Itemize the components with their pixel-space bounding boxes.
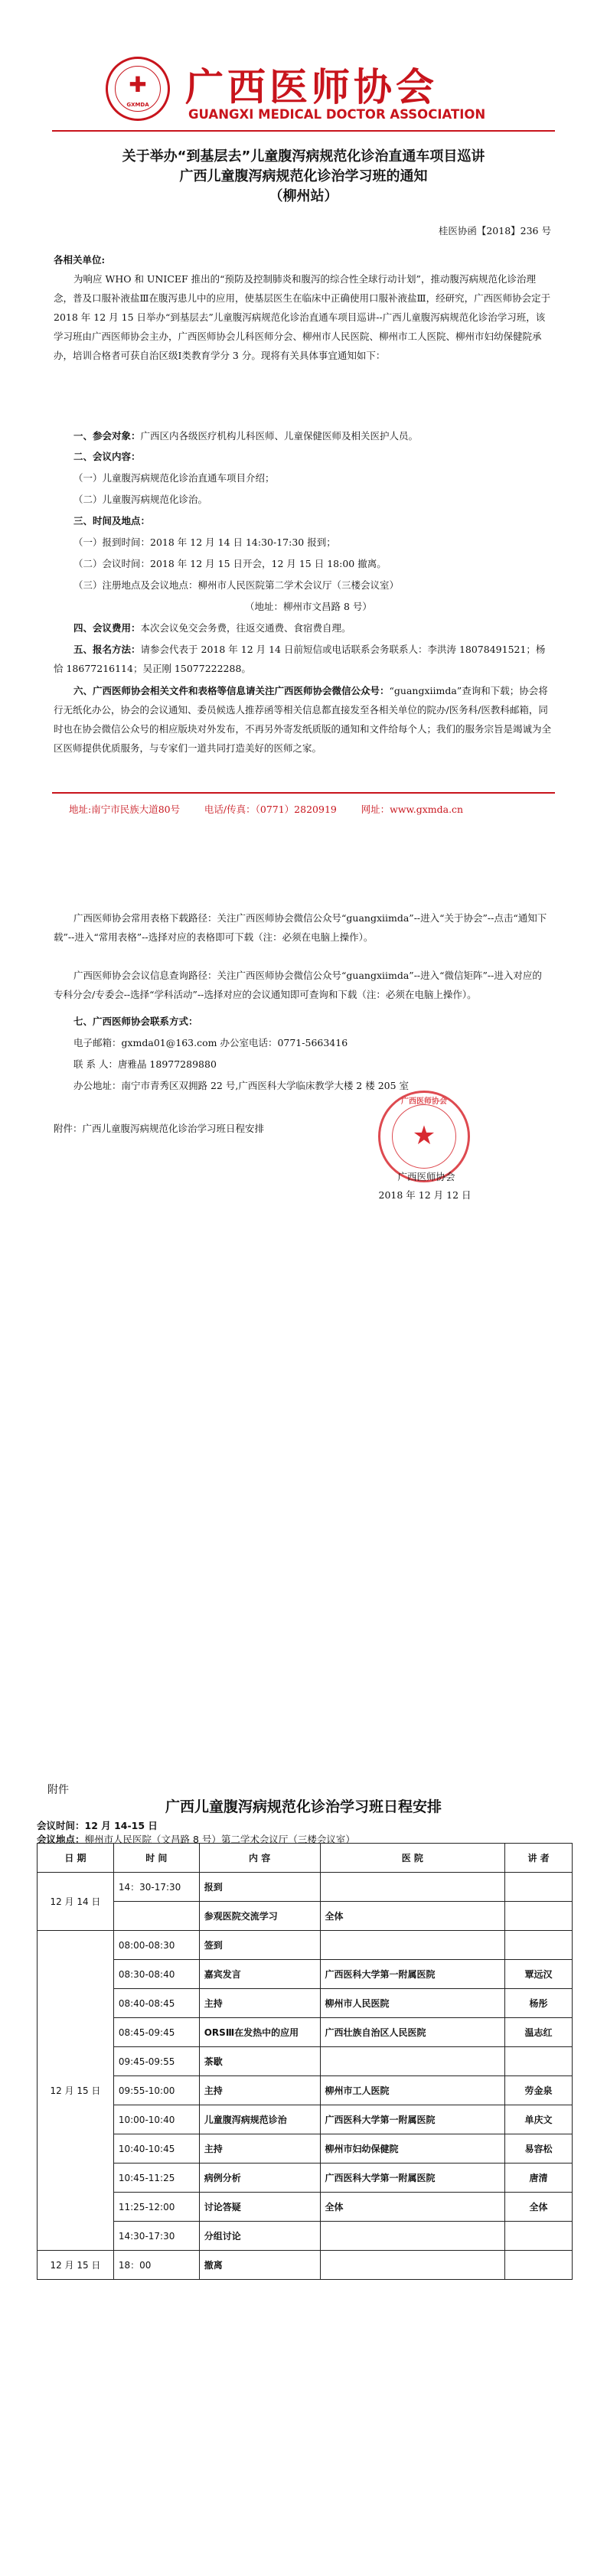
section-fees-label: 四、会议费用：: [73, 622, 141, 634]
cell-speaker: [505, 2251, 573, 2280]
cell-content: 儿童腹泻病规范诊治: [199, 2105, 320, 2134]
table-row: [38, 2222, 573, 2251]
table-row: [38, 2134, 573, 2164]
table-row: [38, 2105, 573, 2134]
cell-hospital: 广西医科大学第一附属医院: [320, 1960, 505, 1989]
cell-time: 10:45-11:25: [113, 2164, 199, 2193]
cell-hospital: [320, 2047, 505, 2076]
cell-time: 09:55-10:00: [113, 2076, 199, 2105]
cell-time: 10:00-10:40: [113, 2105, 199, 2134]
cell-speaker: 唐清: [505, 2164, 573, 2193]
schedule-title: 广西儿童腹泻病规范化诊治学习班日程安排: [165, 1798, 442, 1815]
section-wechat: [54, 681, 551, 758]
section-registration-label: 五、报名方法：: [73, 644, 141, 655]
cell-speaker: 劳金泉: [505, 2076, 573, 2105]
cell-content: 报到: [199, 1873, 320, 1902]
cell-time: 08:40-08:45: [113, 1989, 199, 2018]
cell-content: 茶歇: [199, 2047, 320, 2076]
intro-paragraph: 为响应 WHO 和 UNICEF 推出的“预防及控制肺炎和腹泻的综合性全球行动计划”，推动腹泻病规范化诊治理念，普及口服补液盐Ⅲ在腹泻患儿中的应用，使基层医生在临床中正确使用口服补液盐Ⅲ，经研究，广西医师协会定于 2018 年 12 月 15 日举办“到基层去”儿童腹泻病规范化诊治直通车项目巡讲--广西儿童腹泻病规范化诊治学习班，该学习班由广西医师协会主办，广西医师协会儿科医师分会、柳州市人民医院、柳州市工人医院、柳州市妇幼保健院承办，培训合格者可获自治区级Ⅰ类教育学分 3 分。现将有关具体事宜通知如下：: [54, 273, 551, 361]
cell-content: 签到: [199, 1931, 320, 1960]
cell-time: 14:30-17:30: [113, 2222, 199, 2251]
content-item-2: （二）儿童腹泻病规范化诊治。: [73, 494, 208, 505]
cell-time: 18：00: [113, 2251, 199, 2280]
section-time-label: 三、时间及地点：: [73, 515, 151, 527]
content-item-1: （一）儿童腹泻病规范化诊治直通车项目介绍；: [73, 472, 275, 484]
section-wechat-text: “guangxiimda”查询和下载；协会将行无纸化办公，协会的会议通知、委员候选人推荐函等相关信息都直接发至各相关单位的院办/医务科/医教科邮箱，同时也在协会微信公众号的相应版块对外发布，不再另外寄发纸质版的通知和文件给每个人；我们的服务宗旨是竭诚为全区医师提供优质服务，与专家们一道共同打造美好的医师之家。: [54, 685, 552, 754]
cell-speaker: [505, 2222, 573, 2251]
cell-content: 嘉宾发言: [199, 1960, 320, 1989]
document-number: 桂医协函【2018】236 号: [438, 225, 551, 236]
contact-email-phone: 电子邮箱：gxmda01@163.com 办公室电话：0771-5663416: [73, 1037, 348, 1048]
table-row: [38, 1873, 573, 1902]
section-fees: [54, 618, 551, 637]
col-header-speaker: 讲 者: [505, 1844, 573, 1873]
cell-time: 14：30-17:30: [113, 1873, 199, 1902]
cell-content: 主持: [199, 1989, 320, 2018]
cell-time: 08:45-09:45: [113, 2018, 199, 2047]
cell-content: 撤离: [199, 2251, 320, 2280]
cell-time: 09:45-09:55: [113, 2047, 199, 2076]
table-row: [38, 2076, 573, 2105]
schedule-body: [38, 1873, 573, 2280]
cell-hospital: 柳州市妇幼保健院: [320, 2134, 505, 2164]
cell-hospital: 全体: [320, 2193, 505, 2222]
cell-date: 12 月 14 日: [38, 1873, 114, 1931]
col-header-date: 日 期: [38, 1844, 114, 1873]
footer-divider: [52, 792, 555, 794]
col-header-hospital: 医 院: [320, 1844, 505, 1873]
signature-date: 2018 年 12 月 12 日: [378, 1189, 472, 1201]
notice-title-line1: 关于举办“到基层去”儿童腹泻病规范化诊治直通车项目巡讲: [122, 148, 485, 165]
meeting-place: 柳州市人民医院（文昌路 8 号）第二学术会议厅（三楼会议室）: [84, 1834, 355, 1845]
cell-speaker: 杨彤: [505, 1989, 573, 2018]
table-row: [38, 1931, 573, 1960]
schedule-table: [37, 1843, 573, 2280]
logo-emblem-icon: ✚: [129, 72, 147, 97]
section-wechat-label: 六、广西医师协会相关文件和表格等信息请关注广西医师协会微信公众号：: [73, 685, 390, 696]
signature-org: 广西医师协会: [397, 1171, 455, 1182]
section-registration-text: 请参会代表于 2018 年 12 月 14 日前短信或电话联系会务联系人：李洪涛 18078491521；杨恰 18677216114；吴正刚 15077222288。: [54, 644, 546, 674]
footer-contact-bar: 地址:南宁市民族大道80号 电话/传真：（0771）2820919 网址：www.gxmda.cn: [69, 804, 464, 815]
schedule-header-row: [38, 1844, 573, 1873]
cell-time: 08:00-08:30: [113, 1931, 199, 1960]
cell-date: 12 月 15 日: [38, 1931, 114, 2251]
venue-address: （地址：柳州市文昌路 8 号）: [245, 601, 372, 612]
col-header-time: 时 间: [113, 1844, 199, 1873]
association-name-cn: 广西医师协会: [185, 64, 438, 109]
section-participants-label: 一、参会对象：: [73, 430, 141, 442]
meeting-time: 会议时间：12 月 14-15 日: [37, 1820, 158, 1831]
attachment-label: 附件: [47, 1784, 69, 1796]
notice-title-line3: （柳州站）: [269, 188, 338, 204]
section-registration: [54, 640, 551, 678]
table-row: [38, 2164, 573, 2193]
cell-content: ORSⅢ在发热中的应用: [199, 2018, 320, 2047]
section-participants-text: 广西区内各级医疗机构儿科医师、儿童保健医师及相关医护人员。: [140, 430, 419, 442]
section-fees-text: 本次会议免交会务费，往返交通费、食宿费自理。: [140, 622, 351, 634]
cell-content: 分组讨论: [199, 2222, 320, 2251]
cell-hospital: [320, 1931, 505, 1960]
cell-hospital: [320, 2222, 505, 2251]
cell-hospital: [320, 1873, 505, 1902]
cell-speaker: 温志红: [505, 2018, 573, 2047]
time-item-1: （一）报到时间：2018 年 12 月 14 日 14:30-17:30 报到；: [73, 536, 336, 548]
salutation: 各相关单位:: [54, 254, 106, 266]
cell-hospital: 广西壮族自治区人民医院: [320, 2018, 505, 2047]
cell-hospital: [320, 2251, 505, 2280]
col-header-content: 内 容: [199, 1844, 320, 1873]
cell-speaker: 单庆文: [505, 2105, 573, 2134]
cell-content: 病例分析: [199, 2164, 320, 2193]
table-row: [38, 1902, 573, 1931]
cell-hospital: 全体: [320, 1902, 505, 1931]
cell-speaker: 全体: [505, 2193, 573, 2222]
cell-date: 12 月 15 日: [38, 2251, 114, 2280]
cell-time: 10:40-10:45: [113, 2134, 199, 2164]
header-divider: [52, 130, 555, 132]
cell-time: [113, 1902, 199, 1931]
cell-content: 主持: [199, 2076, 320, 2105]
table-row: [38, 2018, 573, 2047]
cell-content: 参观医院交流学习: [199, 1902, 320, 1931]
cell-content: 主持: [199, 2134, 320, 2164]
meeting-place-label: 会议地点：: [37, 1834, 85, 1845]
cell-speaker: 易容松: [505, 2134, 573, 2164]
section-contact-label: 七、广西医师协会联系方式：: [73, 1016, 198, 1027]
cell-hospital: 柳州市人民医院: [320, 1989, 505, 2018]
cell-content: 讨论答疑: [199, 2193, 320, 2222]
section-content-label: 二、会议内容：: [73, 451, 141, 462]
table-row: [38, 2047, 573, 2076]
cell-time: 11:25-12:00: [113, 2193, 199, 2222]
cell-time: 08:30-08:40: [113, 1960, 199, 1989]
attachment-note: 附件：广西儿童腹泻病规范化诊治学习班日程安排: [54, 1123, 265, 1134]
table-row: [38, 2193, 573, 2222]
seal-star-icon: ★: [412, 1120, 436, 1151]
meeting-query-path: 广西医师协会会议信息查询路径：关注广西医师协会微信公众号“guangxiimda”--进入“微信矩阵”--进入对应的专科分会/专委会--选择“学科活动”--选择对应的会议通知即可查询和下载（注：必须在电脑上操作）。: [54, 970, 542, 1000]
time-item-3: （三）注册地点及会议地点：柳州市人民医院第二学术会议厅（三楼会议室）: [73, 579, 400, 591]
logo-text: GXMDA: [126, 102, 149, 108]
table-row: [38, 1960, 573, 1989]
seal-text: 广西医师协会: [401, 1097, 447, 1106]
contact-address: 办公地址：南宁市青秀区双拥路 22 号,广西医科大学临床教学大楼 2 楼 205 室: [73, 1080, 410, 1091]
association-name-en: GUANGXI MEDICAL DOCTOR ASSOCIATION: [188, 107, 486, 122]
cell-speaker: [505, 2047, 573, 2076]
table-row: [38, 2251, 573, 2280]
cell-speaker: [505, 1873, 573, 1902]
time-item-2: （二）会议时间：2018 年 12 月 15 日开会，12 月 15 日 18:00 撤离。: [73, 558, 387, 569]
cell-speaker: [505, 1931, 573, 1960]
contact-person: 联 系 人：唐雅晶 18977289880: [73, 1058, 217, 1070]
cell-hospital: 柳州市工人医院: [320, 2076, 505, 2105]
cell-hospital: 广西医科大学第一附属医院: [320, 2105, 505, 2134]
cell-speaker: 覃远汉: [505, 1960, 573, 1989]
section-participants: [54, 426, 551, 445]
notice-title-line2: 广西儿童腹泻病规范化诊治学习班的通知: [179, 168, 428, 184]
table-row: [38, 1989, 573, 2018]
cell-hospital: 广西医科大学第一附属医院: [320, 2164, 505, 2193]
cell-speaker: [505, 1902, 573, 1931]
form-download-path: 广西医师协会常用表格下载路径：关注广西医师协会微信公众号“guangxiimda”--进入“关于协会”--点击“通知下载”--进入“常用表格”--选择对应的表格即可下载（注：必须在电脑上操作）。: [54, 912, 547, 943]
